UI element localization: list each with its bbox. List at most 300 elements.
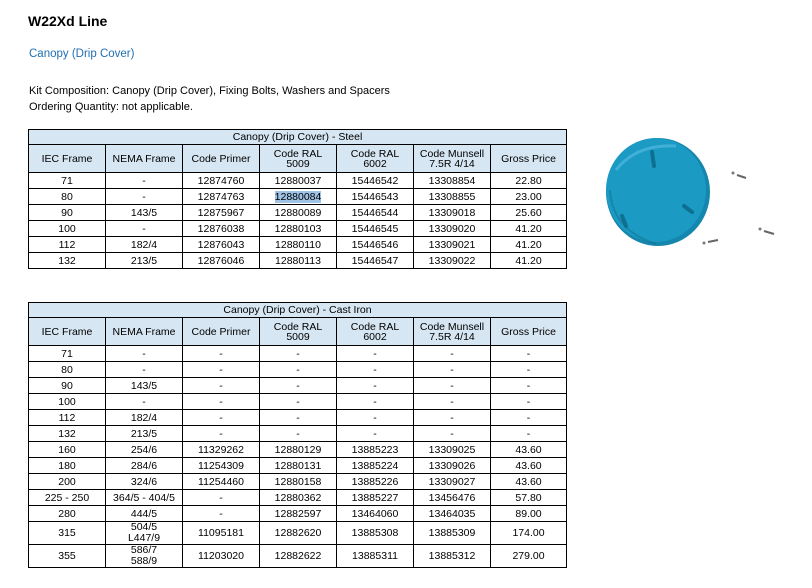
cell-value: 13885309: [428, 526, 476, 539]
cell-value: 11203020: [198, 549, 244, 562]
cell-value: 11095181: [198, 526, 244, 539]
table-cell: [183, 394, 260, 410]
column-header-text: Gross Price: [501, 325, 556, 338]
cell-value: 13885223: [351, 443, 399, 456]
column-header: [106, 318, 183, 346]
table-cell: [337, 458, 414, 474]
table-cell: [106, 522, 183, 545]
cell-value: 12876038: [197, 222, 245, 235]
table-cell: [337, 426, 414, 442]
table-cell: [414, 362, 491, 378]
cell-value: 12876043: [197, 238, 245, 251]
cell-value: 12882597: [274, 507, 322, 520]
column-header-text: IEC Frame: [41, 325, 93, 338]
table-cell: [183, 253, 260, 269]
table-cell: [491, 362, 567, 378]
table-cell: [29, 426, 106, 442]
column-header: [491, 145, 567, 173]
table-cell: [414, 458, 491, 474]
table-cell: [491, 522, 567, 545]
table-cell: [491, 458, 567, 474]
cell-value: -: [296, 363, 300, 376]
table-row: [29, 522, 567, 545]
cell-value: 112: [58, 411, 76, 424]
table-cell: [337, 506, 414, 522]
table-cell: [260, 221, 337, 237]
table-cell: [491, 221, 567, 237]
table-cell: [29, 189, 106, 205]
cell-value: 15446542: [351, 174, 399, 187]
table-row: [29, 237, 567, 253]
cell-value: 13308854: [428, 174, 476, 187]
table-cell: [491, 410, 567, 426]
cell-value: 13885308: [351, 526, 399, 539]
kit-composition: Kit Composition: Canopy (Drip Cover), Fixing Bolts, Washers and Spacers: [29, 85, 390, 97]
table-cell: [414, 426, 491, 442]
table-cell: [183, 545, 260, 568]
cell-value: 182/4: [130, 238, 158, 251]
cell-value: 13464035: [428, 507, 476, 520]
table-cell: [414, 545, 491, 568]
column-header: [260, 318, 337, 346]
cell-value: 11254309: [198, 459, 244, 472]
table-cell: [106, 189, 183, 205]
canopy-illustration: [596, 130, 796, 260]
column-header-text: Code Munsell: [419, 147, 485, 160]
table-cell: [183, 237, 260, 253]
steel-table-caption: Canopy (Drip Cover) - Steel: [29, 130, 567, 145]
cell-value: 315: [58, 526, 76, 539]
table-row: [29, 205, 567, 221]
cell-value: -: [142, 174, 146, 187]
cell-value: -: [142, 363, 146, 376]
cell-value: 143/5: [130, 206, 158, 219]
table-cell: [337, 490, 414, 506]
kit-info: [29, 83, 390, 115]
cell-value: 12880113: [275, 254, 321, 267]
cell-value: 41.20: [515, 238, 542, 251]
column-header-text: Code RAL: [273, 320, 323, 333]
cell-value: 12874763: [197, 190, 245, 203]
cell-value: 225 - 250: [44, 491, 90, 504]
table-cell: [29, 506, 106, 522]
section-subtitle: Canopy (Drip Cover): [29, 48, 135, 60]
cell-value: 12880037: [274, 174, 322, 187]
table-cell: [106, 173, 183, 189]
product-image: [596, 130, 796, 260]
table-cell: [491, 378, 567, 394]
column-header-text: NEMA Frame: [112, 152, 176, 165]
cell-value: -: [219, 427, 223, 440]
table-cell: [491, 490, 567, 506]
cell-value: 90: [61, 206, 73, 219]
cell-value: 13456476: [428, 491, 476, 504]
steel-header-row: [29, 145, 567, 173]
table-row: [29, 410, 567, 426]
cell-value: 112: [58, 238, 76, 251]
column-header-text: 7.5R 4/14: [429, 157, 475, 170]
cell-value: 13885311: [352, 549, 398, 562]
cell-value: 182/4: [130, 411, 158, 424]
table-cell: [106, 237, 183, 253]
cell-value: 279.00: [512, 549, 545, 562]
cast-iron-table: [28, 302, 567, 568]
table-cell: [414, 253, 491, 269]
cell-value: 364/5 - 404/5: [113, 491, 175, 504]
cell-value: 12882620: [274, 526, 322, 539]
cell-value: 13885312: [428, 549, 476, 562]
cell-value: 43.60: [515, 475, 542, 488]
table-cell: [29, 394, 106, 410]
cell-value: 180: [58, 459, 76, 472]
table-cell: [260, 189, 337, 205]
table-cell: [260, 394, 337, 410]
cell-value: -: [142, 222, 146, 235]
cast-iron-table-caption: Canopy (Drip Cover) - Cast Iron: [29, 303, 567, 318]
table-cell: [414, 205, 491, 221]
table-cell: [183, 442, 260, 458]
cell-value: 71: [61, 174, 73, 187]
table-cell: [29, 237, 106, 253]
table-cell: [337, 410, 414, 426]
table-row: [29, 506, 567, 522]
table-cell: [260, 205, 337, 221]
table-cell: [414, 506, 491, 522]
cell-value: 213/5: [130, 254, 158, 267]
cell-value: 100: [58, 222, 76, 235]
cell-value: -: [450, 427, 454, 440]
table-row: [29, 173, 567, 189]
table-cell: [337, 189, 414, 205]
column-header: [491, 318, 567, 346]
table-cell: [29, 378, 106, 394]
cell-value: -: [296, 395, 300, 408]
table-cell: [29, 442, 106, 458]
cell-value: 12880129: [274, 443, 322, 456]
cell-value: 57.80: [515, 491, 542, 504]
column-header: [183, 145, 260, 173]
table-cell: [491, 474, 567, 490]
column-header-text: 6002: [363, 157, 387, 170]
cell-value: 13309026: [428, 459, 476, 472]
table-cell: [337, 221, 414, 237]
table-cell: [491, 173, 567, 189]
cell-value: -: [373, 363, 377, 376]
table-row: [29, 394, 567, 410]
table-cell: [183, 410, 260, 426]
cell-value: -: [219, 411, 223, 424]
cell-value: 71: [61, 347, 73, 360]
table-cell: [106, 362, 183, 378]
cell-value: 12880103: [274, 222, 322, 235]
column-header-text: Code RAL: [273, 147, 323, 160]
table-cell: [106, 205, 183, 221]
cell-value: -: [526, 427, 531, 440]
cell-value: -: [526, 411, 531, 424]
table-cell: [491, 346, 567, 362]
table-row: [29, 378, 567, 394]
table-cell: [337, 237, 414, 253]
cell-value: 324/6: [130, 475, 158, 488]
table-cell: [29, 410, 106, 426]
table-cell: [414, 394, 491, 410]
table-cell: [414, 346, 491, 362]
cell-value: -: [526, 347, 531, 360]
table-cell: [260, 442, 337, 458]
cell-value: 143/5: [130, 379, 158, 392]
cell-value: 12880084: [274, 190, 322, 203]
table-row: [29, 221, 567, 237]
table-row: [29, 442, 567, 458]
cell-value: 90: [61, 379, 73, 392]
table-cell: [29, 362, 106, 378]
column-header-text: Gross Price: [501, 152, 556, 165]
table-cell: [29, 205, 106, 221]
table-cell: [491, 545, 567, 568]
cell-value: 15446546: [351, 238, 399, 251]
cell-value: -: [219, 491, 223, 504]
cell-value: 41.20: [515, 254, 542, 267]
table-cell: [260, 458, 337, 474]
cell-value: -: [219, 507, 223, 520]
cell-value: 13309021: [428, 238, 476, 251]
table-cell: [106, 221, 183, 237]
table-cell: [29, 474, 106, 490]
cell-value: 13309020: [428, 222, 476, 235]
table-cell: [337, 545, 414, 568]
column-header-text: Code RAL: [350, 320, 400, 333]
cell-value: 23.00: [515, 190, 542, 203]
table-cell: [491, 237, 567, 253]
table-cell: [106, 394, 183, 410]
table-cell: [183, 458, 260, 474]
bolt-icon: [759, 228, 775, 235]
table-cell: [260, 173, 337, 189]
cell-value: 213/5: [130, 427, 158, 440]
cell-value: L447/9: [127, 532, 161, 544]
cell-value: -: [450, 347, 454, 360]
cell-value: -: [373, 347, 377, 360]
column-header-text: Code Munsell: [419, 320, 485, 333]
cell-value: -: [450, 379, 454, 392]
table-cell: [106, 474, 183, 490]
column-header: [337, 145, 414, 173]
cell-value: 13885227: [351, 491, 399, 504]
cell-value: 12875967: [197, 206, 245, 219]
cell-value: 132: [58, 254, 76, 267]
cell-value: 13464060: [351, 507, 399, 520]
table-cell: [414, 410, 491, 426]
table-cell: [183, 378, 260, 394]
table-cell: [260, 490, 337, 506]
table-cell: [183, 522, 260, 545]
table-row: [29, 253, 567, 269]
table-cell: [414, 490, 491, 506]
cell-value: 13309027: [428, 475, 476, 488]
column-header: [29, 318, 106, 346]
cell-value: 132: [58, 427, 76, 440]
cell-value: 12880089: [274, 206, 322, 219]
table-cell: [491, 426, 567, 442]
cell-value: 43.60: [515, 459, 542, 472]
column-header-text: Code Primer: [191, 325, 251, 338]
table-cell: [183, 346, 260, 362]
table-cell: [491, 442, 567, 458]
column-header: [414, 318, 491, 346]
cell-value: 13308855: [428, 190, 476, 203]
table-cell: [29, 221, 106, 237]
cell-value: 12880131: [274, 459, 322, 472]
table-row: [29, 458, 567, 474]
table-cell: [29, 490, 106, 506]
table-cell: [260, 237, 337, 253]
cell-value: -: [219, 363, 223, 376]
table-cell: [183, 426, 260, 442]
column-header: [414, 145, 491, 173]
cell-value: -: [219, 347, 223, 360]
cell-value: 13309025: [428, 443, 476, 456]
table-cell: [183, 474, 260, 490]
cell-value: 174.00: [512, 526, 545, 539]
table-cell: [337, 346, 414, 362]
column-header: [183, 318, 260, 346]
cell-value: -: [373, 411, 377, 424]
cell-value: 41.20: [515, 222, 542, 235]
cell-value: -: [373, 427, 377, 440]
cell-value: -: [296, 427, 300, 440]
table-row: [29, 426, 567, 442]
cell-value: 25.60: [515, 206, 542, 219]
cell-value: 12876046: [197, 254, 245, 267]
table-cell: [414, 173, 491, 189]
table-cell: [183, 506, 260, 522]
column-header-text: NEMA Frame: [112, 325, 176, 338]
table-cell: [260, 522, 337, 545]
table-cell: [29, 458, 106, 474]
table-cell: [260, 378, 337, 394]
cell-value: 12882622: [274, 549, 322, 562]
table-cell: [337, 474, 414, 490]
column-header-text: 7.5R 4/14: [429, 330, 475, 343]
cell-value: 11254460: [198, 475, 244, 488]
cell-value: 444/5: [130, 507, 158, 520]
table-cell: [260, 346, 337, 362]
table-cell: [29, 522, 106, 545]
cell-value: -: [142, 395, 146, 408]
table-cell: [260, 426, 337, 442]
cell-value: -: [373, 379, 377, 392]
table-row: [29, 545, 567, 568]
table-cell: [414, 474, 491, 490]
cell-value: 160: [58, 443, 76, 456]
table-cell: [414, 442, 491, 458]
column-header-text: IEC Frame: [41, 152, 93, 165]
column-header-text: Code RAL: [350, 147, 400, 160]
cell-value: 13309018: [428, 206, 476, 219]
cell-value: 284/6: [130, 459, 158, 472]
cell-value: -: [526, 379, 531, 392]
table-cell: [106, 426, 183, 442]
table-cell: [491, 253, 567, 269]
table-cell: [183, 221, 260, 237]
cell-value: -: [373, 395, 377, 408]
table-cell: [106, 378, 183, 394]
table-cell: [414, 189, 491, 205]
cell-value: -: [219, 379, 223, 392]
table-cell: [106, 490, 183, 506]
table-cell: [106, 506, 183, 522]
table-cell: [337, 378, 414, 394]
canopy-body: [606, 138, 706, 242]
table-cell: [414, 237, 491, 253]
ordering-quantity: Ordering Quantity: not applicable.: [29, 101, 193, 113]
page-title: W22Xd Line: [28, 13, 108, 29]
column-header: [337, 318, 414, 346]
cell-value: 13885224: [351, 459, 399, 472]
cell-value: -: [450, 363, 454, 376]
cell-value: 13309022: [428, 254, 476, 267]
table-cell: [183, 205, 260, 221]
table-cell: [183, 490, 260, 506]
table-cell: [106, 253, 183, 269]
cell-value: -: [142, 190, 146, 203]
table-cell: [29, 253, 106, 269]
table-cell: [29, 346, 106, 362]
table-cell: [337, 173, 414, 189]
table-cell: [337, 362, 414, 378]
table-row: [29, 474, 567, 490]
cell-value: 12880110: [275, 238, 321, 251]
cell-value: -: [219, 395, 223, 408]
table-cell: [337, 522, 414, 545]
column-header-text: 5009: [286, 330, 310, 343]
table-cell: [106, 545, 183, 568]
cell-value: 13885226: [351, 475, 399, 488]
table-cell: [491, 189, 567, 205]
cell-value: 200: [58, 475, 76, 488]
table-cell: [260, 253, 337, 269]
cell-value: 80: [61, 190, 73, 203]
table-cell: [414, 378, 491, 394]
table-cell: [183, 189, 260, 205]
table-cell: [183, 362, 260, 378]
cell-value: -: [526, 363, 531, 376]
cell-value: 588/9: [130, 555, 158, 567]
cell-value: 586/7: [130, 544, 158, 556]
cell-value: -: [450, 395, 454, 408]
table-cell: [260, 410, 337, 426]
table-row: [29, 189, 567, 205]
cell-value: -: [296, 411, 300, 424]
table-cell: [29, 173, 106, 189]
bolt-icon: [703, 240, 719, 245]
table-cell: [337, 442, 414, 458]
table-row: [29, 362, 567, 378]
cell-value: 15446543: [351, 190, 399, 203]
cell-value: 15446545: [351, 222, 399, 235]
table-cell: [106, 458, 183, 474]
cell-value: 15446544: [351, 206, 399, 219]
cell-value: 254/6: [130, 443, 158, 456]
table-cell: [337, 205, 414, 221]
table-row: [29, 490, 567, 506]
table-cell: [491, 205, 567, 221]
cast-iron-header-row: [29, 318, 567, 346]
table-cell: [106, 410, 183, 426]
cell-value: 100: [58, 395, 76, 408]
column-header-text: 5009: [286, 157, 310, 170]
table-cell: [414, 221, 491, 237]
